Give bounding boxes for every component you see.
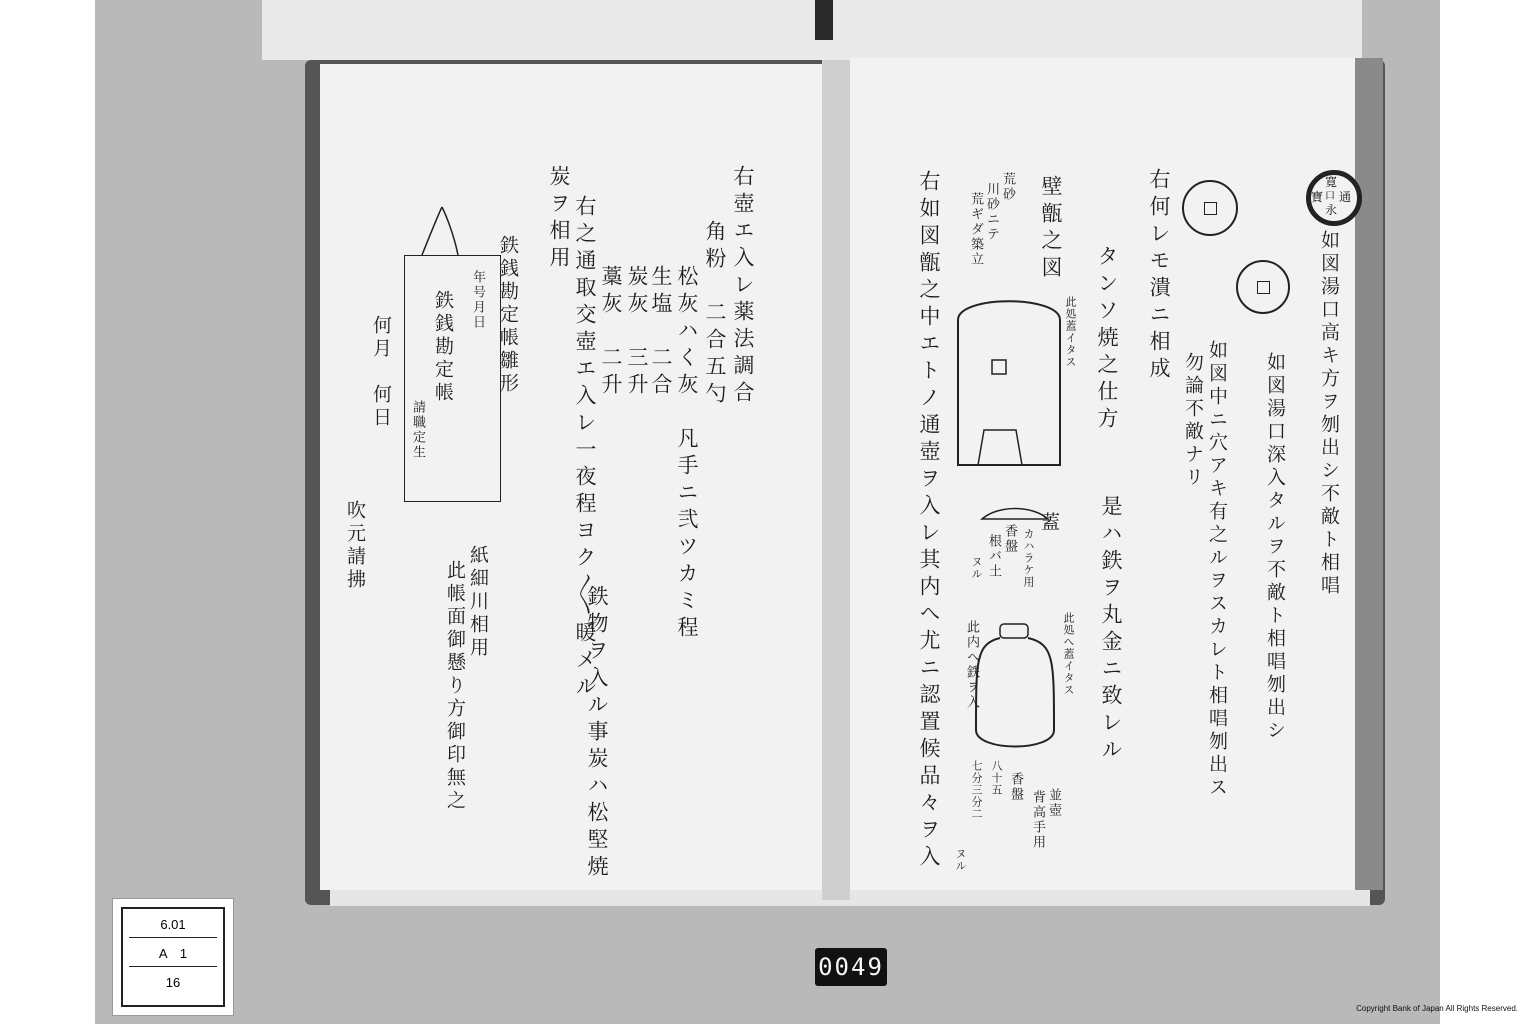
page-fore-edge (1355, 58, 1383, 890)
top-margin-strip (262, 0, 1362, 60)
right-col-3: 如図中ニ穴アキ有之ルヲスカレト相唱刎出ス (1206, 340, 1228, 800)
right-col-2: 如図湯口深入タルヲ不敵ト相唱刎出シ (1264, 352, 1286, 743)
book-gutter (822, 60, 850, 900)
jar-label-3: 香盤 (1008, 772, 1023, 802)
ref-row-3: 16 (165, 975, 181, 990)
coin-drawing-1 (1182, 180, 1238, 236)
book-spine-gap (815, 0, 833, 40)
right-col-9: 荒砂 (1000, 172, 1015, 202)
signoff: 吹元請拂 (344, 500, 366, 592)
lid-note: 此処蓋イタス (1064, 296, 1077, 368)
lid-sub1: カハラケ用 (1022, 528, 1035, 588)
right-col-4: 勿論不敵ナリ (1182, 352, 1204, 490)
label-date: 年号月日 (470, 270, 485, 330)
kiln-drawing (950, 290, 1070, 470)
month-day: 何月 何日 (370, 315, 392, 430)
right-col-5: 右何レモ潰ニ相成 (1147, 168, 1171, 384)
right-col-1: 如図湯口高キ方ヲ刎出シ不敵ト相唱 (1318, 230, 1340, 598)
ref-row-1: 6.01 (129, 913, 217, 938)
left-col-8: 炭ヲ相用 (547, 165, 571, 273)
copyright-notice: Copyright Bank of Japan All Rights Reserved. (1356, 1004, 1518, 1013)
page-stack-edge (330, 890, 1370, 906)
jar-note: 此処へ蓋イタス (1062, 612, 1075, 696)
right-col-7: 是ハ鉄ヲ丸金ニ致レル (1099, 495, 1123, 765)
left-col-7b: 鉄物ヲ入ル事炭ハ松堅焼 (585, 585, 609, 882)
label-side: 請職定生 (410, 400, 425, 460)
jar-inside: 此内へ鉄ヲ入 (964, 620, 979, 710)
left-col-7: 右之通取交壺エ入レ一夜程ヨク〳〵暖メル (573, 195, 597, 702)
right-col-8: 壁甑之図 (1039, 175, 1063, 283)
left-col-1: 右壺エ入レ薬法調合 (731, 165, 755, 408)
lid-label: 蓋 (1038, 512, 1060, 535)
archive-reference-card (112, 898, 234, 1016)
lid-sub4: ヌル (970, 556, 983, 580)
jar-label-6: ヌル (954, 848, 967, 872)
right-col-10: 右如図甑之中エトノ通壺ヲ入レ其内へ尤ニ認置候品々ヲ入 (917, 170, 941, 872)
coin-drawing-2 (1236, 260, 1290, 314)
note-ledger: 此帳面御懸り方御印無之 (444, 560, 466, 813)
right-col-6: タンソ焼之仕方 (1095, 245, 1119, 434)
lid-sub3: 根バ土 (986, 534, 1001, 579)
jar-label-2: 背高手用 (1030, 790, 1045, 850)
right-col-9b: 川砂ニテ (984, 182, 999, 242)
left-col-3: 松灰ハく灰 凡手ニ弐ツカミ程 (675, 265, 699, 643)
left-col-2: 角粉 二合五勺 (703, 220, 727, 409)
left-col-6: 藁灰 二升 (599, 265, 623, 400)
label-title: 鉄銭勘定帳雛形 (497, 235, 519, 396)
note-paper: 紙細川相用 (467, 545, 489, 660)
jar-drawing (970, 620, 1060, 760)
right-col-9c: 荒ギダ築立 (968, 192, 983, 267)
left-col-5: 炭灰 三升 (625, 265, 649, 400)
ref-row-2: A 1 (129, 942, 217, 967)
jar-label-5: 七分三分二 (970, 760, 983, 820)
label-main: 鉄銭勘定帳 (432, 290, 454, 405)
label-hook-drawing (420, 205, 460, 257)
lid-sub2: 香盤 (1002, 524, 1017, 554)
jar-label-1: 並壺 (1046, 788, 1061, 818)
kanei-tsuho-coin-stamp: 寛 通 永 寶 口 (1306, 170, 1362, 226)
jar-label-4: 八十五 (990, 760, 1003, 796)
frame-counter: 0049 (815, 948, 887, 986)
left-col-4: 生塩 二合 (649, 265, 673, 400)
